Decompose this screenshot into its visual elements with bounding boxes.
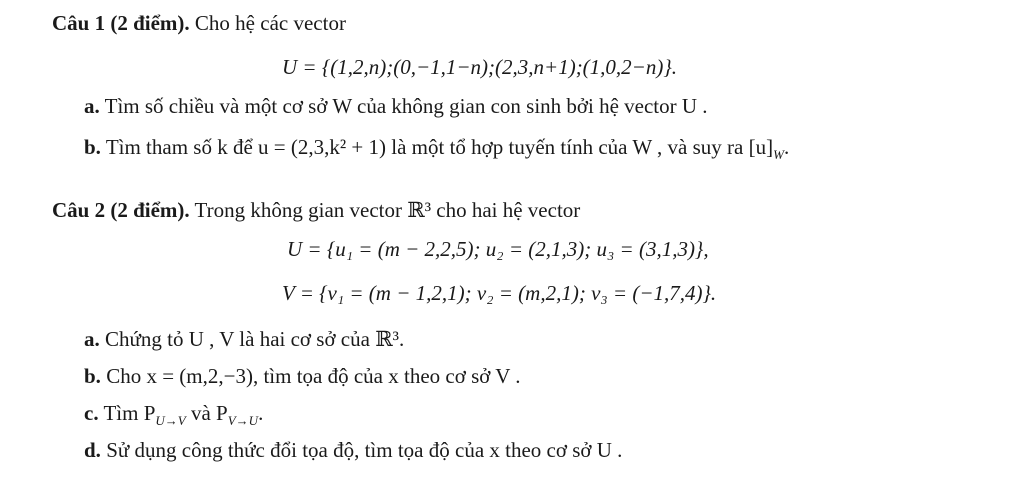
q2-part-c-label: c.	[84, 401, 99, 425]
q2-part-b-label: b.	[84, 364, 101, 388]
q2-part-d-text: Sử dụng công thức đổi tọa độ, tìm tọa độ của x theo cơ sở U .	[106, 438, 623, 462]
question-1-part-b	[84, 134, 789, 168]
part-a-text: Tìm số chiều và một cơ sở W của không gian con sinh bởi hệ vector U .	[104, 94, 708, 118]
part-a-label: a.	[84, 94, 100, 118]
q2-part-d-label: d.	[84, 438, 101, 462]
set-v-equation: V = {v₁ = (m − 1,2,1); v₂ = (m,2,1); v₃ = (−1,7,4)}.	[282, 281, 717, 305]
part-b-end: .	[783, 135, 790, 159]
question-2-part-b	[84, 363, 521, 389]
q2-part-a-label: a.	[84, 327, 100, 351]
question-1-intro: Cho hệ các vector	[194, 11, 346, 35]
question-2-intro: Trong không gian vector ℝ³ cho hai hệ vector	[194, 198, 581, 222]
question-1-part-a	[84, 93, 708, 119]
q2-part-c-subscript-2: V→U	[227, 413, 259, 429]
q2-part-c-pre: Tìm P	[103, 401, 156, 425]
question-1-set-equation: U = {(1,2,n);(0,−1,1−n);(2,3,n+1);(1,0,2−n)}.	[282, 55, 677, 79]
question-1-label: Câu 1 (2 điểm).	[52, 11, 190, 35]
question-1-heading	[52, 10, 346, 36]
part-b-label: b.	[84, 135, 101, 159]
question-2-part-a	[84, 326, 404, 352]
question-2-label: Câu 2 (2 điểm).	[52, 198, 190, 222]
q2-part-b-text: Cho x = (m,2,−3), tìm tọa độ của x theo cơ sở V .	[106, 364, 521, 388]
question-2-heading	[52, 197, 580, 223]
part-b-subscript: W	[773, 147, 784, 163]
set-u-equation: U = {u₁ = (m − 2,2,5); u₂ = (2,1,3); u₃ = (3,1,3)},	[287, 237, 709, 261]
question-2-part-d	[84, 437, 622, 463]
question-2-part-c	[84, 400, 263, 434]
q2-part-c-subscript-1: U→V	[155, 413, 186, 429]
q2-part-c-mid: và P	[190, 401, 228, 425]
part-b-text: Tìm tham số k để u = (2,3,k² + 1) là một tổ hợp tuyến tính của W , và suy ra [u]	[105, 135, 774, 159]
q2-part-a-text: Chứng tỏ U , V là hai cơ sở của ℝ³.	[105, 327, 405, 351]
q2-part-c-end: .	[258, 401, 264, 425]
